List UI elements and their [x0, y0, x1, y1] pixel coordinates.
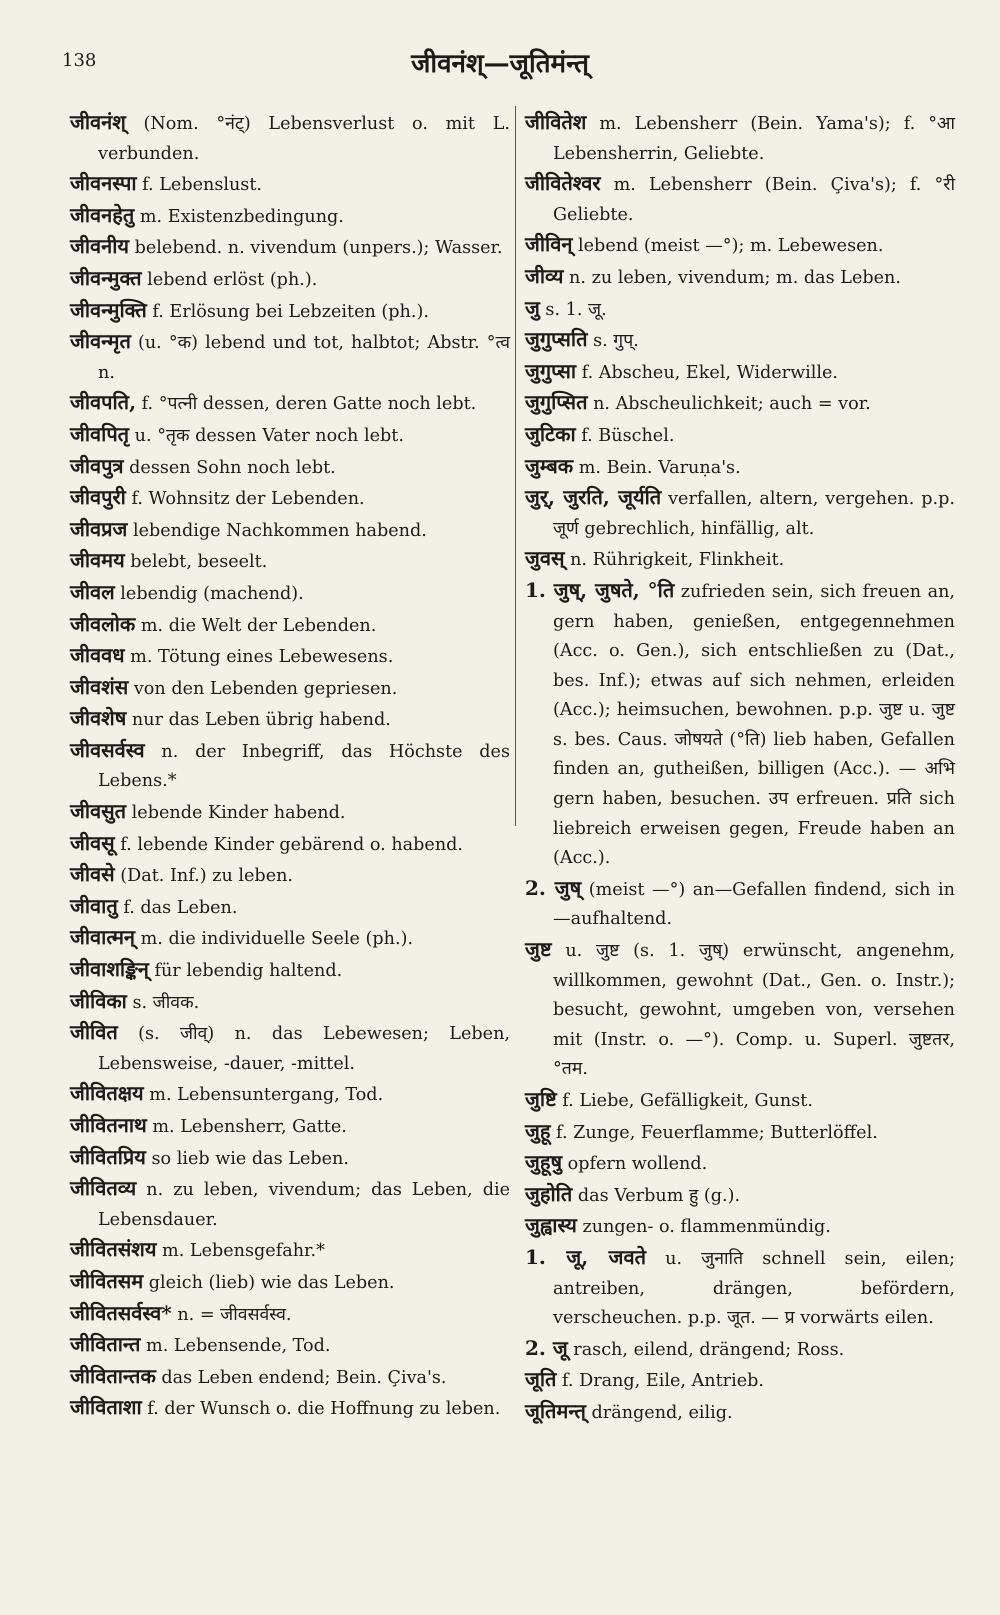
dictionary-entry	[525, 325, 955, 357]
dictionary-entry	[70, 515, 510, 547]
dictionary-entry	[525, 452, 955, 484]
entry-definition: das Leben endend; Bein. Çiva's.	[155, 1367, 447, 1388]
dictionary-entry	[525, 294, 955, 326]
entry-definition: m. Lebensherr, Gatte.	[146, 1117, 347, 1137]
entry-headword: जीवितनाथ	[70, 1113, 147, 1137]
entry-definition: so lieb wie das Leben.	[145, 1148, 349, 1169]
entry-definition: lebendige Nachkommen habend.	[127, 520, 427, 541]
entry-definition: m. die individuelle Seele (ph.).	[135, 929, 414, 950]
entry-definition: s. गुप्.	[587, 331, 639, 352]
entry-definition: m. Bein. Varuṇa's.	[573, 457, 741, 478]
entry-definition: f. Liebe, Gefälligkeit, Gunst.	[556, 1091, 813, 1111]
entry-headword: जीवितसम	[70, 1268, 144, 1293]
dictionary-entry	[70, 388, 510, 420]
entry-headword: जीवल	[70, 579, 115, 604]
entry-definition: lebende Kinder habend.	[126, 803, 346, 824]
page-number: 138	[62, 50, 97, 71]
entry-definition: m. Lebensuntergang, Tod.	[143, 1085, 384, 1106]
dictionary-entry	[70, 327, 510, 388]
entry-definition: lebendig (machend).	[114, 583, 304, 604]
dictionary-entry	[70, 736, 510, 797]
entry-headword: जीवितसर्वस्व*	[70, 1300, 172, 1325]
entry-definition: von den Lebenden gepriesen.	[128, 678, 398, 699]
entry-headword: जुर्, जुरति, जूर्यति	[525, 485, 662, 510]
entry-headword: जीवसुत	[70, 799, 127, 824]
entry-definition: n. Abscheulichkeit; auch = vor.	[587, 394, 871, 415]
entry-headword: जीवपितृ	[70, 421, 130, 446]
entry-definition: n. = जीवसर्वस्व.	[171, 1304, 292, 1325]
entry-definition: n. zu leben, vivendum; m. das Leben.	[563, 267, 901, 288]
entry-definition: f. das Leben.	[117, 897, 238, 918]
dictionary-entry	[70, 987, 510, 1019]
entry-headword: जीवपुत्र	[70, 453, 124, 478]
dictionary-entry	[525, 420, 955, 452]
entry-definition: lebend erlöst (ph.).	[141, 269, 318, 290]
entry-headword: 2. जू	[525, 1335, 568, 1360]
dictionary-entry	[70, 1393, 510, 1425]
dictionary-entry	[525, 1085, 955, 1117]
entry-headword: जीवसू	[70, 830, 115, 855]
left-column	[70, 108, 510, 1425]
entry-headword: जीवनंश्	[70, 110, 126, 134]
entry-definition: gleich (lieb) wie das Leben.	[143, 1272, 395, 1293]
dictionary-entry	[70, 1018, 510, 1079]
dictionary-entry	[70, 1330, 510, 1362]
entry-headword: जीविताशा	[70, 1395, 142, 1420]
dictionary-entry	[70, 1079, 510, 1111]
entry-definition: f. Wohnsitz der Lebenden.	[125, 489, 365, 510]
column-divider	[515, 106, 516, 826]
entry-headword: जीवशंस	[70, 674, 129, 699]
entry-headword: 1. जुष्, जुषते, °ति	[525, 577, 675, 602]
entry-headword: जुम्बक	[525, 453, 574, 478]
dictionary-entry	[70, 1299, 510, 1331]
dictionary-entry	[70, 1111, 510, 1143]
entry-definition: m. Lebensherr (Bein. Çiva's); f. °री Geliebte.	[553, 175, 955, 225]
entry-definition: m. Lebensgefahr.*	[156, 1241, 325, 1262]
entry-headword: जुगुप्सित	[525, 390, 588, 415]
dictionary-entry	[525, 483, 955, 544]
entry-headword: जीवमय	[70, 548, 125, 573]
entry-headword: जीवनीय	[70, 234, 130, 259]
entry-definition: das Verbum हु (g.).	[572, 1185, 741, 1206]
entry-headword: जूतिमन्त्	[525, 1398, 586, 1423]
dictionary-entry	[70, 483, 510, 515]
entry-definition: opfern wollend.	[562, 1154, 708, 1175]
entry-definition: f. °पत्नी dessen, deren Gatte noch lebt.	[136, 394, 477, 415]
entry-definition: lebend (meist —°); m. Lebewesen.	[572, 236, 884, 257]
entry-definition: m. Existenzbedingung.	[134, 206, 344, 227]
dictionary-entry	[70, 296, 510, 328]
dictionary-entry	[525, 230, 955, 262]
dictionary-entry	[70, 452, 510, 484]
dictionary-entry	[70, 1235, 510, 1267]
entry-headword: जुगुप्सति	[525, 327, 588, 352]
entry-definition: n. zu leben, vivendum; das Leben, die Lebensdauer.	[98, 1180, 510, 1230]
dictionary-entry	[70, 641, 510, 673]
dictionary-entry	[525, 874, 955, 935]
entry-headword: जीवन्मुक्ति	[70, 297, 147, 322]
entry-headword: जीवितान्तक	[70, 1363, 156, 1388]
entry-definition: m. Tötung eines Lebewesens.	[124, 647, 394, 668]
entry-headword: जीवाशङ्किन्	[70, 957, 149, 982]
entry-headword: जीवपति,	[70, 390, 137, 415]
entry-definition: f. Drang, Eile, Antrieb.	[556, 1371, 764, 1392]
entry-definition: m. Lebensende, Tod.	[140, 1336, 331, 1357]
dictionary-entry	[70, 610, 510, 642]
entry-headword: जीवसे	[70, 862, 115, 887]
dictionary-entry	[70, 201, 510, 233]
dictionary-entry	[70, 923, 510, 955]
entry-definition: f. der Wunsch o. die Hoffnung zu leben.	[141, 1399, 501, 1420]
dictionary-entry	[525, 935, 955, 1085]
entry-headword: जीवपुरी	[70, 485, 126, 510]
entry-headword: जुह्वास्य	[525, 1213, 577, 1238]
dictionary-entry	[70, 578, 510, 610]
entry-headword: 2. जुष्	[525, 875, 582, 900]
entry-headword: जीवितेश	[525, 110, 587, 134]
entry-definition: u. जुनाति schnell sein, eilen; antreiben, drängen, befördern, verscheuchen. p.p. जूत. — प्र vorwärts eilen.	[553, 1248, 956, 1329]
entry-headword: जीवित	[70, 1020, 118, 1045]
entry-definition: drängend, eilig.	[585, 1402, 733, 1423]
dictionary-entry	[525, 1148, 955, 1180]
dictionary-entry	[70, 829, 510, 861]
entry-definition: f. lebende Kinder gebärend o. habend.	[114, 834, 464, 855]
entry-definition: (u. °क) lebend und tot, halbtot; Abstr. °त्व n.	[98, 333, 510, 383]
dictionary-entry	[70, 169, 510, 201]
dictionary-entry	[525, 169, 955, 230]
entry-definition: f. Büschel.	[575, 425, 675, 446]
dictionary-entry	[70, 797, 510, 829]
entry-definition: s. जीवक.	[126, 992, 200, 1013]
entry-definition: u. °तृक dessen Vater noch lebt.	[129, 425, 404, 446]
entry-headword: जुटिका	[525, 421, 576, 446]
dictionary-entry	[525, 1117, 955, 1149]
dictionary-entry	[70, 232, 510, 264]
entry-headword: जीवन्मुक्त	[70, 265, 142, 290]
entry-headword: जीवितप्रिय	[70, 1144, 146, 1169]
entry-definition: rasch, eilend, drängend; Ross.	[567, 1339, 845, 1360]
entry-headword: जीवितेश्वर	[525, 171, 601, 196]
running-head: जीवनंश्—जूतिमंन्त्	[411, 49, 589, 79]
entry-headword: जीवनहेतु	[70, 202, 135, 227]
entry-headword: जीविका	[70, 988, 127, 1013]
dictionary-entry	[70, 108, 510, 169]
entry-definition: f. Lebenslust.	[136, 175, 263, 196]
dictionary-entry	[525, 388, 955, 420]
dictionary-entry	[70, 860, 510, 892]
entry-headword: जीवात्मन्	[70, 925, 135, 950]
dictionary-entry	[70, 1143, 510, 1175]
entry-headword: जीवशेष	[70, 706, 127, 731]
entry-definition: s. 1. जू.	[539, 299, 607, 320]
entry-headword: जीवितसंशय	[70, 1237, 157, 1262]
entry-definition: u. जुष्ट (s. 1. जुष्) erwünscht, angenehm, willkommen, gewohnt (Dat., Gen. o. Instr.); besucht, gewohnt, umgeben von, versehen mit (Instr. o. —°). Comp. u. Superl. जुष्टतर, °तम.	[551, 941, 955, 1080]
entry-definition: belebend. n. vivendum (unpers.); Wasser.	[129, 238, 503, 259]
entry-headword: जूति	[525, 1367, 557, 1392]
entry-headword: जु	[525, 295, 540, 320]
entry-definition: (s. जीव्) n. das Lebewesen; Leben, Lebensweise, -dauer, -mittel.	[98, 1024, 510, 1074]
dictionary-entry	[525, 262, 955, 294]
entry-definition: f. Zunge, Feuerflamme; Butterlöffel.	[550, 1122, 878, 1143]
entry-headword: जीवातु	[70, 893, 118, 918]
entry-definition: (Nom. °नंट्) Lebensverlust o. mit L. verbunden.	[98, 114, 510, 164]
dictionary-entry	[70, 955, 510, 987]
entry-headword: जुहूषु	[525, 1150, 563, 1175]
entry-headword: जीवनस्पा	[70, 171, 137, 196]
dictionary-entry	[525, 108, 955, 169]
dictionary-entry	[70, 673, 510, 705]
entry-headword: जुवस्	[525, 546, 565, 571]
entry-headword: जुगुप्सा	[525, 358, 577, 383]
entry-headword: जीवितान्त	[70, 1332, 141, 1357]
entry-headword: जीविन्	[525, 232, 573, 257]
entry-headword: जीवितक्षय	[70, 1081, 144, 1106]
entry-definition: (meist —°) an—Gefallen findend, sich in—aufhaltend.	[553, 879, 955, 930]
entry-headword: जुहू	[525, 1118, 551, 1143]
dictionary-entry	[525, 1334, 955, 1366]
entry-definition: f. Abscheu, Ekel, Widerwille.	[576, 362, 839, 383]
dictionary-entry	[70, 546, 510, 578]
entry-definition: zufrieden sein, sich freuen an, gern haben, genießen, entgegennehmen (Acc. o. Gen.), sich entschließen zu (Dat., bes. Inf.); etwas auf sich nehmen, erleiden (Acc.); heimsuchen, bewohnen. p.p. जुष्ट u. जुष्ट s. bes. Caus. जोषयते (°ति) lieb haben, Gefallen finden an, gutheißen, billigen (Acc.). — अभि gern haben, besuchen. उप erfreuen. प्रति sich liebreich erweisen gegen, Freude haben an (Acc.).	[553, 581, 955, 869]
entry-headword: जीवितव्य	[70, 1176, 137, 1201]
dictionary-entry	[525, 1180, 955, 1212]
entry-headword: जीवप्रज	[70, 516, 128, 541]
entry-definition: belebt, beseelt.	[124, 552, 268, 573]
entry-headword: जीव्य	[525, 263, 564, 288]
dictionary-entry	[525, 544, 955, 576]
entry-definition: n. Rührigkeit, Flinkheit.	[564, 550, 785, 571]
dictionary-entry	[70, 264, 510, 296]
entry-definition: m. die Welt der Lebenden.	[135, 615, 377, 636]
entry-headword: जीवसर्वस्व	[70, 737, 145, 762]
entry-definition: n. der Inbegriff, das Höchste des Lebens.*	[98, 741, 510, 792]
entry-headword: जुष्टि	[525, 1087, 557, 1111]
entry-headword: 1. जू, जवते	[525, 1244, 647, 1269]
entry-headword: जुष्ट	[525, 937, 552, 962]
entry-definition: f. Erlösung bei Lebzeiten (ph.).	[146, 301, 429, 322]
dictionary-entry	[70, 1267, 510, 1299]
entry-definition: nur das Leben übrig habend.	[126, 710, 391, 731]
dictionary-entry	[525, 1243, 955, 1334]
dictionary-entry	[70, 1362, 510, 1394]
entry-definition: (Dat. Inf.) zu leben.	[114, 866, 294, 887]
entry-headword: जुहोति	[525, 1181, 573, 1206]
entry-headword: जीवलोक	[70, 611, 136, 636]
entry-headword: जीवन्मृत	[70, 329, 131, 354]
entry-definition: dessen Sohn noch lebt.	[123, 457, 336, 478]
entry-definition: zungen- o. flammenmündig.	[576, 1217, 831, 1238]
right-column	[525, 108, 955, 1429]
dictionary-entry	[525, 1365, 955, 1397]
dictionary-entry	[525, 357, 955, 389]
entry-definition: für lebendig haltend.	[148, 961, 343, 982]
entry-definition: verfallen, altern, vergehen. p.p. जूर्ण gebrechlich, hinfällig, alt.	[553, 489, 955, 539]
dictionary-entry	[70, 892, 510, 924]
dictionary-entry	[70, 1174, 510, 1235]
entry-definition: m. Lebensherr (Bein. Yama's); f. °आ Lebensherrin, Geliebte.	[553, 114, 955, 164]
entry-headword: जीववध	[70, 643, 125, 668]
dictionary-entry	[525, 576, 955, 874]
dictionary-entry	[70, 420, 510, 452]
dictionary-entry	[525, 1211, 955, 1243]
dictionary-entry	[70, 704, 510, 736]
dictionary-entry	[525, 1397, 955, 1429]
